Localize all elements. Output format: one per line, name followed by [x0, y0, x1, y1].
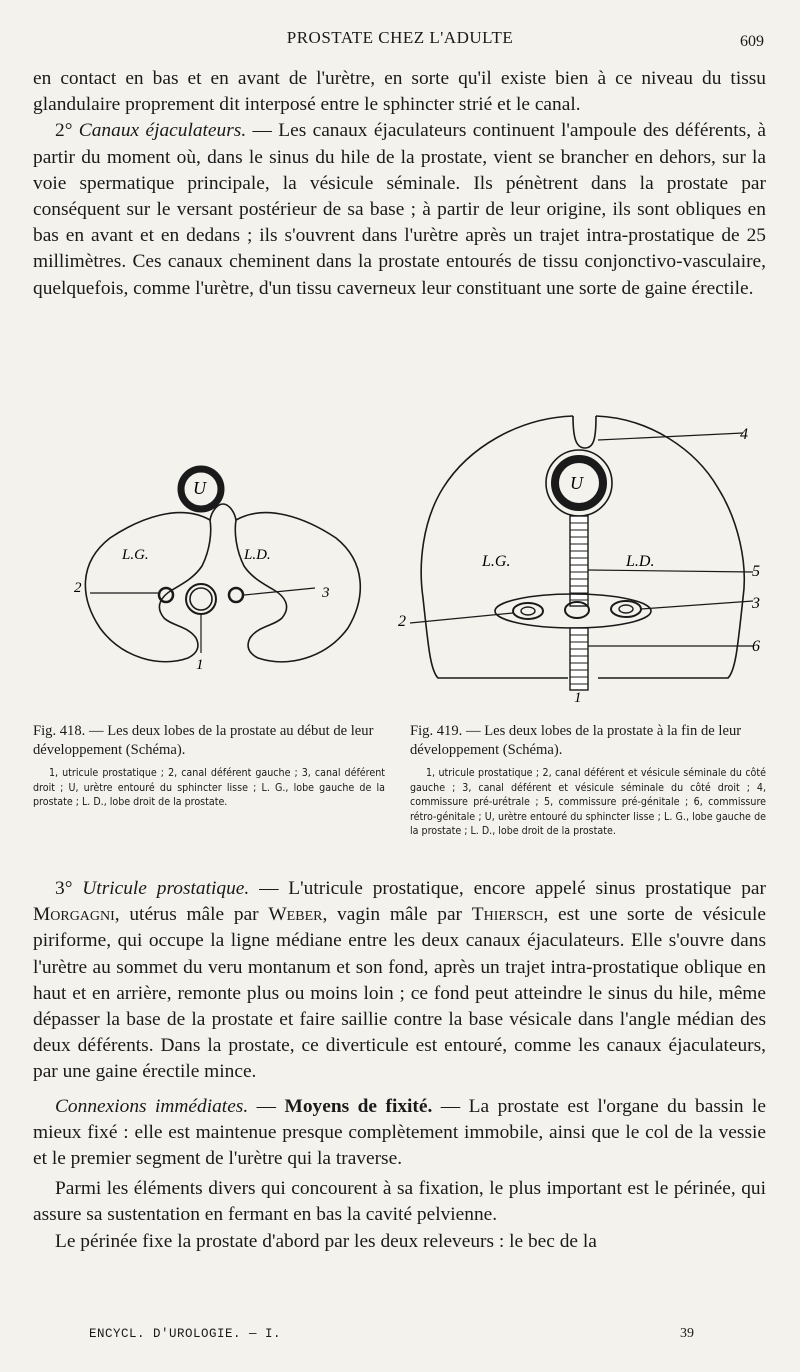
label-3: 3: [322, 585, 330, 601]
section-heading-utricule: Utricule prostatique.: [82, 878, 250, 899]
label-2: 2: [398, 613, 406, 630]
right-deferent-duct: [229, 588, 243, 602]
paragraph-text: — Les canaux éjaculateurs continuent l'ampoule des déférents, à partir du moment où, dans le sinus du hile de la prostate, vient se brancher en dehors, sur la voie spermatique principale, la vésicule séminale. Ils pénètrent dans la prostate par conséquent sur le versant postérieur de sa base ; à partir de leur origine, ils sont obliques en bas en avant et en dedans ; ils s'ouvrent dans l'urètre après un trajet intra-prostatique de 25 millimètres. Ces canaux cheminent dans la prostate entourés de tissu conjonctivo-vasculaire, quelquefois, comme l'urètre, d'un tissu caverneux leur constituant une sorte de gaine érectile.: [33, 120, 766, 299]
author-morgagni: Morgagni: [33, 904, 115, 926]
text-block-top: [33, 66, 766, 302]
label-3: 3: [752, 595, 760, 612]
text-block-bottom: [33, 876, 766, 1255]
figure-418-legend: 1, utricule prostatique ; 2, canal déférent gauche ; 3, canal déférent droit ; U, urètre entouré du sphincter lisse ; L. G., lobe gauche de la prostate ; L. D., lobe droit de la prostate.: [33, 767, 385, 809]
section-number: 3°: [55, 878, 73, 899]
page-number: 609: [740, 33, 764, 50]
label-lg: L.G.: [122, 547, 149, 563]
paragraph-connexions: Connexions immédiates. — Moyens de fixité. — La prostate est l'organe du bassin le mieux fixé : elle est maintenue presque complètement immobile, ainsi que le col de la vessie et le premier segment de l'urètre qui la traverse.: [33, 1095, 766, 1170]
paragraph-fixation: Parmi les éléments divers qui concourent à sa fixation, le plus important est le périnée, qui assure sa sustentation en fermant en bas la cavité pelvienne.: [33, 1178, 766, 1226]
paragraph-perinee: Le périnée fixe la prostate d'abord par les deux releveurs : le bec de la: [55, 1230, 597, 1252]
anterior-notch: [573, 416, 596, 448]
author-weber: Weber: [268, 904, 323, 926]
right-seminal-duct: [611, 601, 641, 617]
figure-419-legend: 1, utricule prostatique ; 2, canal déférent et vésicule séminale du côté gauche ; 3, canal déférent et vésicule séminale du côté droit ; 4, commissure pré-urétrale ; 5, commissure pré-génitale ; 6, commissure rétro-génitale ; U, urètre entouré du sphincter lisse ; L. G., lobe gauche de la prostate ; L. D., lobe droit de la prostate.: [410, 767, 766, 838]
paragraph-continuation: en contact en bas et en avant de l'urètre, en sorte qu'il existe bien à ce niveau du tissu glandulaire proprement dit interposé entre le sphincter strié et le canal.: [33, 68, 766, 116]
label-ld: L.D.: [244, 547, 271, 563]
footer-series: ENCYCL. D'UROLOGIE. — I.: [89, 1327, 282, 1341]
author-thiersch: Thiersch: [471, 904, 544, 926]
label-u: U: [570, 473, 583, 493]
section-number: 2°: [55, 120, 73, 142]
figure-418-caption: [33, 722, 385, 810]
label-5: 5: [752, 563, 760, 580]
label-6: 6: [752, 638, 760, 655]
label-2: 2: [74, 580, 82, 596]
label-1: 1: [574, 690, 582, 706]
left-seminal-duct: [513, 603, 543, 619]
figure-419-diagram: [398, 408, 768, 708]
leader-line-5: [588, 570, 753, 572]
section-heading-fixite: Moyens de fixité.: [284, 1095, 433, 1117]
label-u: U: [193, 478, 206, 498]
running-title: PROSTATE CHEZ L'ADULTE: [286, 28, 514, 47]
figure-418-diagram: [60, 458, 390, 688]
retro-genital-commissure: [570, 628, 588, 690]
label-1: 1: [196, 657, 204, 673]
figure-419-title: Fig. 419. — Les deux lobes de la prostate à la fin de leur développement (Schéma).: [410, 723, 742, 758]
paragraph-utricule: 3° Utricule prostatique. — L'utricule prostatique, encore appelé sinus prostatique par Morgagni, utérus mâle par Weber, vagin mâle par Thiersch, est une sorte de vésicule piriforme, qui occupe la ligne médiane entre les deux canaux éjaculateurs. Elle s'ouvre dans l'urètre au sommet du veru montanum et son fond, après un trajet intra-prostatique oblique en haut et en arrière, remonte plus ou moins loin ; ce fond peut atteindre le sinus du hile, même dépasser la base de la prostate et faire saillie contre la base vésicale dans l'angle médian des deux déférents. Dans la prostate, ce diverticule est entouré, comme les canaux éjaculateurs, par une gaine érectile mince.: [33, 878, 767, 1083]
paragraph-canaux-ejaculateurs: [33, 118, 766, 301]
label-4: 4: [740, 426, 748, 443]
leader-line-3: [641, 601, 753, 609]
label-lg: L.G.: [482, 553, 511, 570]
right-lobe-outline: [235, 513, 360, 662]
figure-418-title: Fig. 418. — Les deux lobes de la prostate au début de leur développement (Schéma).: [33, 723, 374, 758]
figure-419-caption: [410, 722, 766, 839]
section-heading-connexions: Connexions immédiates.: [55, 1095, 249, 1117]
footer-signature: 39: [680, 1326, 694, 1341]
label-ld: L.D.: [626, 553, 655, 570]
section-heading-canaux: Canaux éjaculateurs.: [78, 120, 247, 142]
